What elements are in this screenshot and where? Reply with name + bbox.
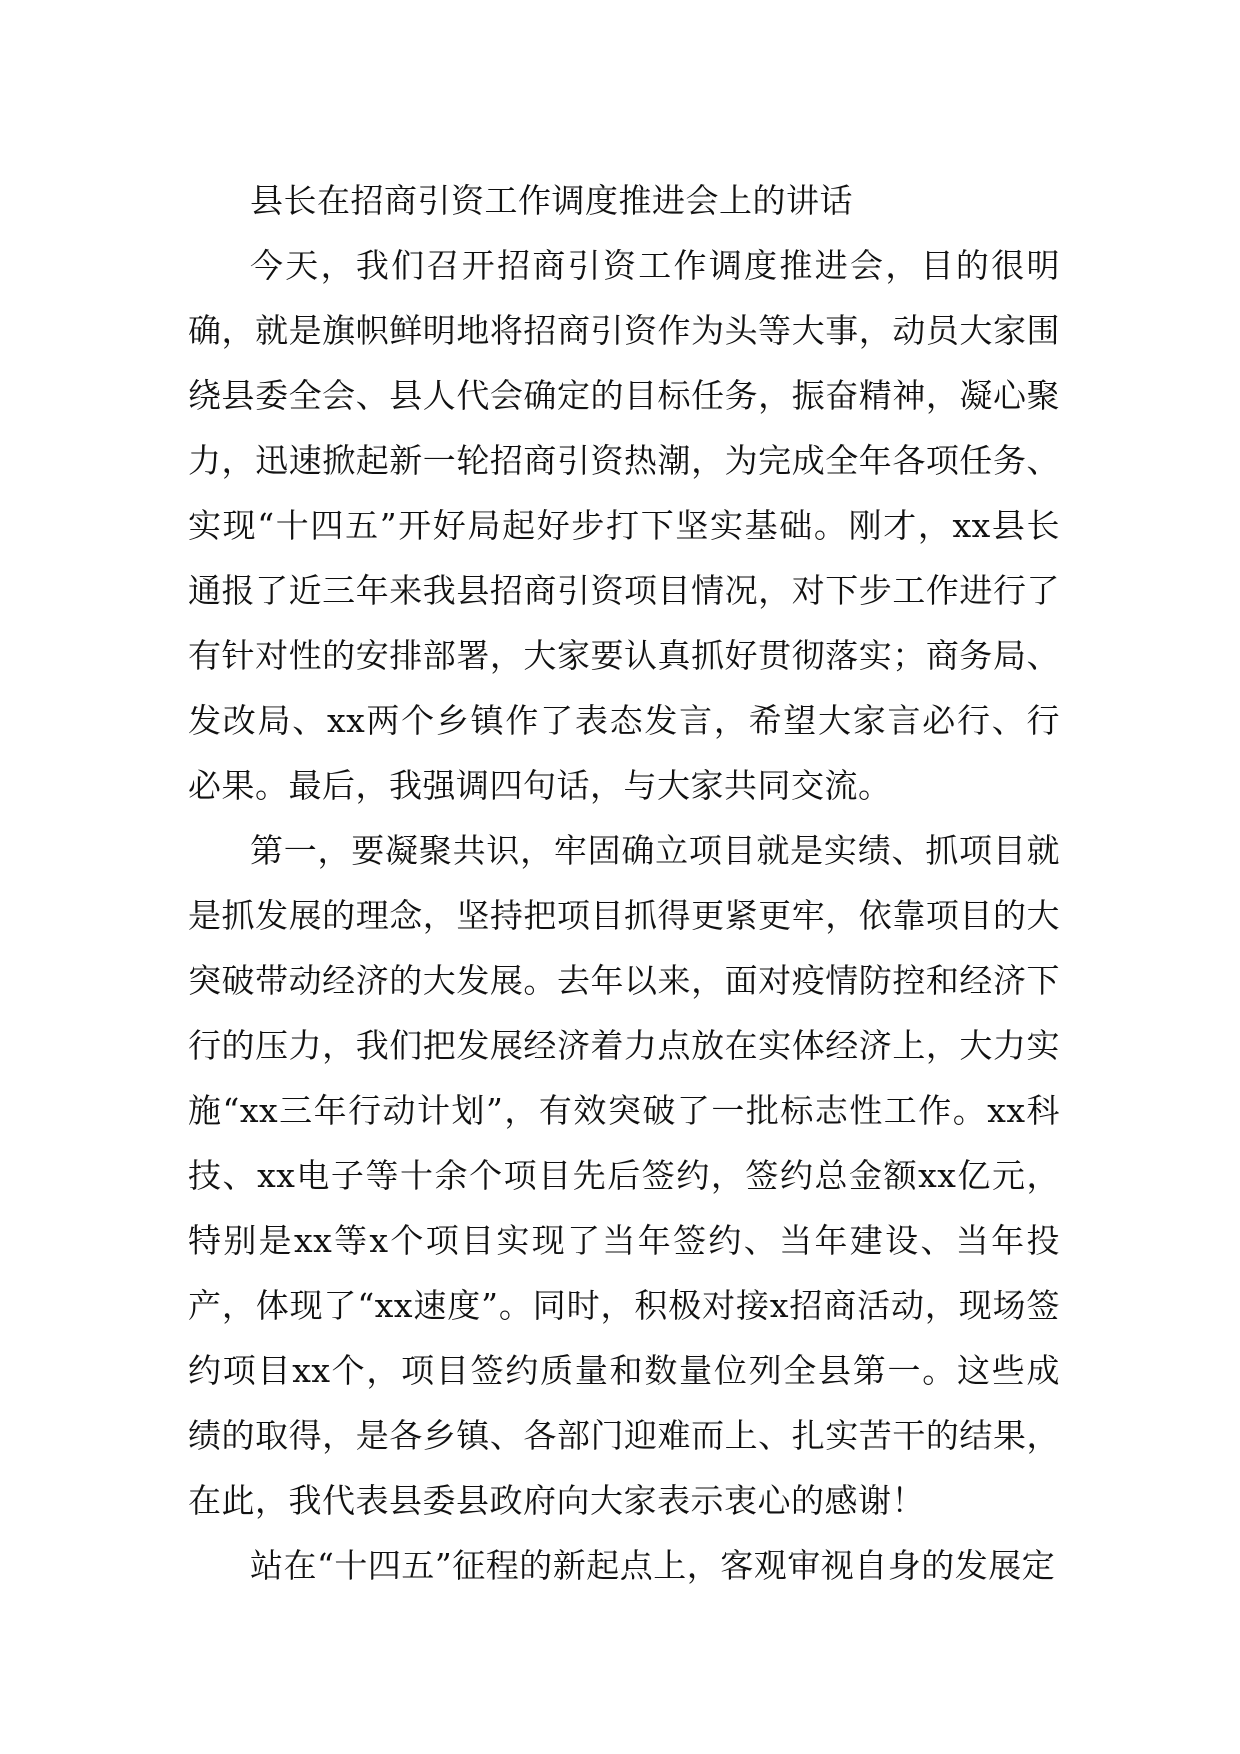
paragraph-first-point: 第一，要凝聚共识，牢固确立项目就是实绩、抓项目就是抓发展的理念，坚持把项目抓得更紧更牢，依靠项目的大突破带动经济的大发展。去年以来，面对疫情防控和经济下行的压力，我们把发展经济着力点放在实体经济上，大力实施“xx三年行动计划”，有效突破了一批标志性工作。xx科技、xx电子等十余个项目先后签约，签约总金额xx亿元，特别是xx等x个项目实现了当年签约、当年建设、当年投产，体现了“xx速度”。同时，积极对接x招商活动，现场签约项目xx个，项目签约质量和数量位列全县第一。这些成绩的取得，是各乡镇、各部门迎难而上、扎实苦干的结果，在此，我代表县委县政府向大家表示衷心的感谢！	[188, 831, 1060, 1520]
document-body	[188, 168, 1060, 1598]
paragraph-opening: 今天，我们召开招商引资工作调度推进会，目的很明确，就是旗帜鲜明地将招商引资作为头等大事，动员大家围绕县委全会、县人代会确定的目标任务，振奋精神，凝心聚力，迅速掀起新一轮招商引资热潮，为完成全年各项任务、实现“十四五”开好局起好步打下坚实基础。刚才，xx县长通报了近三年来我县招商引资项目情况，对下步工作进行了有针对性的安排部署，大家要认真抓好贯彻落实；商务局、发改局、xx两个乡镇作了表态发言，希望大家言必行、行必果。最后，我强调四句话，与大家共同交流。	[188, 246, 1060, 805]
paragraph-continuation: 站在“十四五”征程的新起点上，客观审视自身的发展定	[250, 1546, 1056, 1585]
document-title: 县长在招商引资工作调度推进会上的讲话	[250, 181, 853, 220]
